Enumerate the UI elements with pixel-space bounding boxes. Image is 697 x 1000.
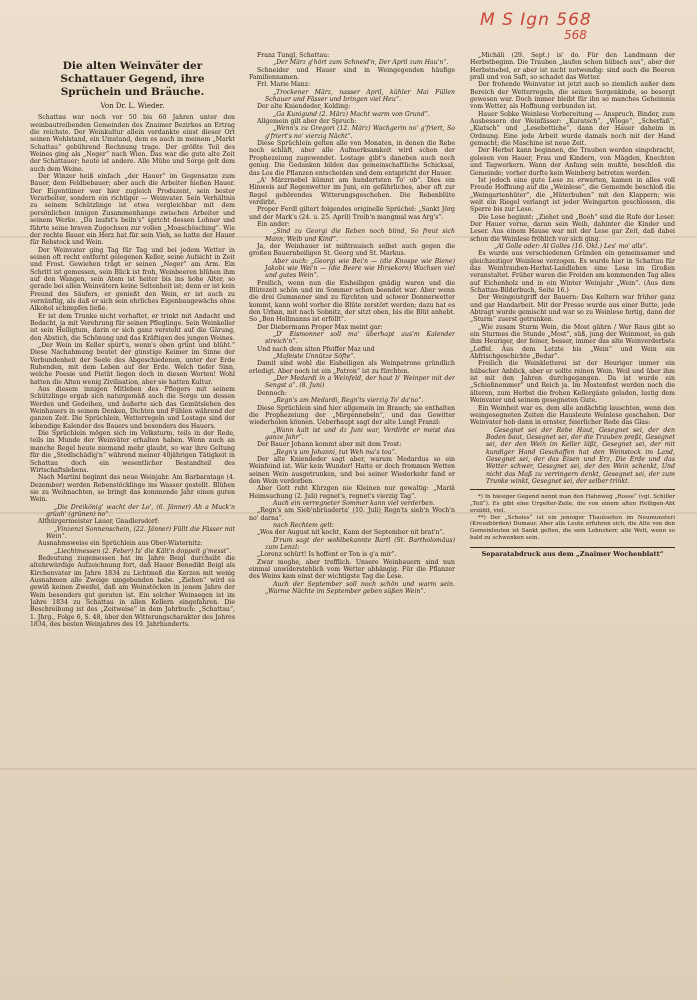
column-2-paragraph: Der Diebermann Proper Max meint gar:: [257, 323, 383, 331]
column-2: [249, 52, 455, 930]
column-2-verse: „Sind zu Georgi die Reben noch blind, So freut sich Mann, Weib und Kind“.: [265, 228, 455, 243]
column-3-paragraph: Ist jedoch eine gute Lese zu erwarten, kamen in alles voll Freude Hoffnung auf die „Weinlese“, die Gemeinde beschloß die „Weingartenhüter“, die „Hüterbuben“ mit den Klappern; wie weit ein Riegel verlangt ist jeder Weingarten geschlossen, die Sperre bis zur Lese.: [470, 176, 675, 214]
column-2-paragraph: Allgemein gilt aber der Spruch:: [257, 118, 357, 126]
column-1-paragraph: Schattau war noch vor 50 bis 60 Jahren unter den weinbautreibenden Gemeinden des Znaimer Bezirkes an Ertrag die reichste. Der Weinkultur allein verdankte einst dieser Ort seinen Wohlstand, ein Umstand, dem es auch in meinem „Markt Schattau“ gebührend Rechnung trage. Der größte Teil des Weines ging als „Neger“ nach Wien. Das war die gute alte Zeit der Schattauer; heute ist andere. Alle Mühe und Sorge gelt dem auch dem Weine.: [30, 114, 235, 173]
column-2-verse: „Regn's am Medardi, Regn'ts vierzig To' da'no“.: [273, 397, 424, 405]
column-1: [30, 56, 235, 934]
footnote: *) In hiesiger Gegend nennt man den Hahnweg „Rosse“ (vgl. Schiller „Tell“). Es gibt eine Urgelter-Zeile, die von einem alten Heiligen-Abt erzählt, viel.: [470, 494, 675, 514]
column-2-paragraph: Diese Sprüchlein sind hier allgemein im Brauch; sie enthalten die Prophezeiung der „Mirgennebeln“, und das Gewitter wiederholen können. Ueberhaupt sagt der alte Lungl Franzl:: [249, 404, 455, 427]
column-1-paragraph: Althürgermeister Lauer, Gnadlersdorf:: [38, 518, 160, 526]
column-2-paragraph: „Wos der August nit kocht, Kann der September nit brat'n“.: [257, 529, 445, 537]
column-2-verse: „Wenn's zu Gregori (12. März) Wachgerin no' g'friert, So g'friert's no' vierzig Nächt“.: [265, 125, 455, 140]
column-1-paragraph: Der Weinvater ging Tag für Tag und bei jedem Wetter in seinen oft recht entfernt gelegenen Keller, seine Aufsicht in Zeit und Frost. Gewiehen trägt er seinen „Neger“ am Arm. Ein Schritt ist gemessen, sein Blick ist froh, Weinbeeren blühen ihm auf den Wangen, sein Atem ist heiter bis ins hohe Alter, so gerade bei allen Weinvätern keine Seltenheit ist; denn er ist kein Freund des Säufers, er genießt den Wein, er ist auch zu vernünftig, als daß er sich sein ehrliches Eigenbaugewächs ohne Alkohol schimpfen ließe.: [30, 246, 235, 313]
column-2-paragraph: Dennoch:: [257, 389, 287, 397]
column-3-paragraph: Der Herbst kann beginnen, die Trauben werden eingebracht, gelesen von Hauer, Frau und Kindern, von Mägden, Knechten und Tagwerkern. Wann der Anfang sein mußte, beschloß die Gemeinde; vorher durfte kein Weinberg betreten werden.: [470, 147, 675, 177]
column-2-paragraph: Damit sind wohl die Eisheiligen als Weinpatrone gründlich erledigt. Aber noch ist ein „Patron“ ist zu fürchten.: [249, 360, 455, 375]
column-3-paragraph: Hauer Sobke Weinlese Vorbereitung — Anspruch, Binder, zum Ausbessern der Weinfässer: „Kuratsch“, „Wiege“, „Scherfaß“, „Kiatsch“ und „Lesebottiche“, dann der Hauer daheim in Ordnung. Eine jede Arbeit wurde damals noch mit der Hand gemacht; die Maschine ist neue Zeit.: [470, 110, 675, 148]
column-1-verse: „Liechtmessen (2. Feber) Is' die Kält'n doppelt g'messt“.: [54, 547, 232, 555]
column-3-paragraph: Der Weingeistgriff der Bauern: Das Keltern war früher ganz und gar Handarbeit. Mit der Presse wurde aus einer Butte, jede Abtragt wurde gemischt und war so zu Weinlese fertig, dann der „Sturm“ zuerst getrunken.: [470, 294, 675, 324]
column-2-verse: D'rum sagt der wohlbekannte Bartl (St. Bartholomäus) zum Lenzl:: [265, 536, 455, 552]
column-2-paragraph: Der Bauer Johann kommt aber mit dem Trost:: [257, 441, 402, 449]
column-3-paragraph: Ein Weinheit war es, dem alle andächtig lauschten, wenn den weingesegneten Zeiten die Hausleute Weinlese geschahen. Der Weinvater hob dann in ernster, feierlicher Rede das Glas:: [470, 404, 675, 427]
column-1-paragraph: Aus diesem innigen Mitleben des Pflegers mit seinem Schützlinge ergab sich naturgemäß auch die Sorge um dessen Werden und Gedeihen, und äußerte sich das Gemütsleben des Weinhauers in seinem Denken, Dichten und Fühlen während der ganzen Zeit. Die Sprüchlein, Wetterregeln und Lostage sind der lebendige Kalender des Bauers und besonders des Hauers.: [30, 386, 235, 430]
column-2-paragraph: Franz Tungl, Schattau:: [257, 52, 330, 59]
column-2-verse: „Ga Kunigund (2. März) Macht warm von Grund“.: [273, 110, 430, 118]
column-3-paragraph: Die Lese beginnt: „Ziehet und „Boeh“ sind die Rufe der Leser. Der Hauer vorne, daran sein Weib, dahinter die Kinder und Leser. Aus einem Hause war mit der Lese gar Zeit, daß dabei schon die Weinlese fröhlich vor sich ging.: [470, 213, 675, 243]
column-3-paragraph: „Wie zusam Sturm Wein, die Most gährn / Wer Raus gibt so ein Sturmes die Stunde „Most“, süß, jung der Weinmost, es gab ihm Heuriger, der feiner, besser, immer das alte Weinverderbste „Leffel. Aus dem Letzte bis „Wein“ und Wein ein Abfrischgeschichte „Bedar“.: [470, 323, 675, 361]
column-2-paragraph: Schneider und Hauer sind in Weingegenden häufige Familiennamen.: [249, 66, 455, 82]
column-2-verse: nach Rechtem gelt:: [273, 522, 335, 529]
column-1-verse: „Vinzenzi Sonnenschein, (22. Jänner) Füllt die Fässer mit Wein“.: [46, 525, 235, 540]
column-2-verse: „Mafeiste Unnütze Söfte“.: [273, 353, 356, 361]
handwritten-shelfmark: [480, 10, 592, 42]
column-2-verse: „Regn's um Johanni, tut Weh ma's toa“.: [273, 448, 397, 456]
column-1-paragraph: Die Sprüchlein mögen sich im Volksturm, teils in der Rede, teils im Munde der Weinväter erhalten haben. Wenn auch an manche Regel heute niemand mehr glaubt, so war ihre Geltung für die „Stedlschädig'n“ während meiner 40jährigen Tätigkeit in Schattau doch ein wesentlicher Bestandteil des Wirtschaftslebens.: [30, 430, 235, 474]
column-2-paragraph: Der alte Kniendeder sagt aber, warum Medardus so ein Weinfeind ist. Wär kein Wunder! Hatte er doch frommen Wetten seinen Wein ausgetrunken, und bei seiner Wiederkehr fand er den Wein verdorben.: [249, 455, 455, 485]
column-2-paragraph: Der alte Kniendeder, Kolding:: [257, 103, 351, 111]
column-3-paragraph: Es wurde aus verschiedenen Gründen ein gemeinsamer und gleichzeitiger Weinlese verzogen. Es wurde hier in Schattau für das Weintrauben-Herbst-Landleben eine Lese im Großen veranstaltet. Früher waren die Freiden am kommenden Tag alles auf Eichenholz und in ein Winter Weinjahr „Wein“. (Aus dem Schattau-Bilderbuch, Seite 16.): [470, 250, 675, 294]
column-2-verse: „Trockener März, nasser April, kühler Mai Füllen Schauer und Fässer und bringen viel Heu“.: [265, 88, 455, 104]
column-3-blessing-verse: Gesegnet sei der Rebe Haut, Gesegnet sei, der den Boden baut, Gesegnet sei, der die Trauben preßt, Gesegnet sei, der den Wein im Keller läßt, Gesegnet sei, der mit kundiger Hand Geschaffen hat den Weinstock im Land, Gesegnet sei, der das Eisen und Erz, Die Erde und das Wetter schwer, Gesegnet sei, der den Wein schenkt, Und nicht das Maß zu verringern denkt, Gesegnet sei, der zum Trunke winkt, Gesegnet sei, der selber trinkt.: [486, 426, 675, 485]
column-2-verse: Auch der September soll noch schön und warm sein. „Warme Nächte im September geben süßen Wein“.: [265, 580, 455, 596]
column-1-paragraph: Bedeutung zugemessen hat im Jahre Beigl durchsibt die altehrwürdige Aufzeichnung fort, daß Hauer Benedikt Beigl als Kirchenvater im Jahre 1834 zu Lichtmeß die Kerzen mit wenig Ausnahmen alle Zweige umgebunden habe. „Ziehen“ wird es gewiß keinen Zweifel, daß am Weinstöcken in jenem Jahre der Wein besonders gut geraten ist. Ein solcher Weinsegen ist im Jahre 1834 zu Schattau in allen Kellern eingefahren. Die Beschreibung ist des „Zeitweise“ in dem Jahrbuch: „Schattau“, 1. Jhrg., Folge 6, S. 48, über den Witterungscharakter des Jahres 1834, des besten Weinjahres des 19. Jahrhunderts.: [30, 554, 235, 629]
column-2-paragraph: „Regn's am Sieb'nbrüaderta' (10. Juli) Regn'ts sieb'n Woch'n no' darna“.: [249, 507, 455, 522]
article-author: Von Dr. L. Wieder.: [100, 102, 165, 110]
column-2-verse: Auch ein verregneter Sommer kann viel verderben.: [273, 499, 435, 507]
column-3-paragraph: „Michäli (29. Sept.) is' do. Für den Landmann der Herbstbeginn. Die Trauben „laufen schon hübsch aus“, aber der Herbstnebel, er aber ist nicht notwendig: sind auch die Beeren prall und von Saft, so schadet das Wetter.: [470, 52, 675, 82]
column-3-paragraph: Freilich die Weinkletterei ist der Heuriger immer ein hübscher Anblick, aber er sollte reinen Wein. Weil und über ihm ist mit den Jahren durchgegangen. Da ist wurde ein „Schießnemmer“ und Reich ja. Im Mostenfest werden noch die älteren, zum Herbst die frohen Kellergäste geladen, lustig dem Weinvater und seinem gesegneten Gute.: [470, 360, 675, 405]
column-3-verse: „Al Golle oder: Al Golles (16. Okt.) Les' mo' alls“.: [494, 242, 648, 250]
column-2-paragraph: Ein ander:: [257, 220, 290, 228]
column-2-paragraph: Diese Sprüchlein gelten alle von Monaten, in denen die Rebe noch schläft, aber alle Aufmerksamkeit wird schon der Prophezeiung zugewendet. Lostage gibt's daneben auch noch genug. Die Gedanken bilden das gemeinschaftliche Schicksal, das Los die Pflanzen entscheiden und dem entspricht der Hauer.: [249, 140, 455, 177]
column-3-paragraph: Der frohende Weinvater ist jetzt auch so ziemlich außer dem Bereich der Wetterregeln, die seinen Sorgenkinde, so besorgt gewesen war. Doch immer bleibt für ihn so manches Geheimnis vom Wetter, als Hoffnung verbunden ist.: [470, 81, 675, 111]
column-2-paragraph: Aber Gott ruht Kürzgen nie Kleinen nur gewaltig: „Mariä Heimsuchung (2. Juli) regnet's, regnet's vierzig Tag“.: [249, 485, 455, 500]
shelfmark-line-2: 568: [564, 28, 587, 42]
column-2-verse: Aber auch: „Georgi wie Bei'n — (die Knospe wie Biene) Jakobi wie Wei'n — (die Beere wie Hirsekorn) Wachsen viel und gutes Wein“.: [265, 257, 455, 280]
column-2-verse: „Der Medardi in a Weinfeld, der haut b' Weinper mit der Sengst a“. (8. Juni): [265, 375, 455, 390]
column-2-paragraph: Und nach dem alten Pfeiffer Maz und: [257, 345, 375, 353]
column-2-paragraph: „A' Märzrnebel kümmt am hundertsten To' ob“. Dies ein Hinweis auf Regenwetter im Juni, ein gefährliches, aber oft zur Regel gehörendes Witterungsgeschehen. Die Rebenblüte verdirbt.: [249, 176, 455, 206]
column-1-paragraph: Der Winzer heiß einfach „der Hauer“ im Gegensatze zum Bauer, dem Feldbebauer; aber auch die Arbeiter hießen Hauer. Der Eigentümer war hier zugleich Produzent, sein bester Verarbeiter, sondern ein richtiger — Weinvater. Sein Verhältnis zu seinem Schützlinge ist etwa vergleichbar mit dem persönlichen innigen Zusammenhange zwischen Arbeiter und seinem Werke. „Da laufst's beiln's“ spricht dessen Lohner und führte seine braven Zugochsen zur vollen „Moaschösching“. Wie der rechte Bauer ein Herz hat für sein Vieh, so hatte der Hauer für Rebstock und Wein.: [30, 173, 235, 247]
column-1-paragraph: Er ist dem Trunke nicht verhaftet, er trinkt mit Andacht und Bedacht, ja mit Verehrung für seinen Pfleglinge. Sein Weinkeller ist sein Heiligtum, darin er sich ganz versteht auf die Gärung, den Abstich, die Schönung und das Kräftigen des jungen Weines.: [30, 312, 235, 342]
column-2-paragraph: Frl. Marie Manz:: [257, 81, 311, 89]
column-2-verse: „Der März g'hört zum Schneid'n, Der April zum Hau'n“.: [273, 59, 449, 67]
column-1-paragraph: Ausnahmsweise ein Sprüchlein aus Ober-Wisternitz:: [38, 540, 203, 548]
column-3: [470, 52, 675, 937]
column-2-verse: „D' Eismonner soll ma' überhapt aus'm Kalender streich'n“.: [265, 331, 455, 346]
column-2-verse: „Wann kalt ist und dz Juni war, Verdirbt er meist das ganze Jahr“.: [265, 426, 455, 441]
shelfmark-line-1: M S Ign 568: [480, 10, 592, 30]
column-2-paragraph: „Lorenz schürt! Is hoffent er Ton is g'a mir“.: [257, 551, 397, 559]
column-2-paragraph: Proper Ferdl giltert folgendes originelle Sprüchel: „Sankt Jörg und der Mark's (24. u. 25. April) Treib'n mangmal was Arg's“.: [249, 206, 455, 221]
footnote: **) Der „Scholes“ ist ein jenniger Thaulseiten im Neumunsteri (Kreuzbörden) Dumaur. Aber alle Leute erfuhren sich, die Alte von den Gemeinleuten ist Sankt gelten, die sein Lehnsherr, alle Welt, wenn so bald zu schwenken sein.: [470, 514, 675, 542]
column-1-verse: „Die Dreikönig' wacht der Lo', (6. Jänner) Ah a Muck'n grüah' (grünen) no“.: [46, 503, 235, 518]
column-2-paragraph: Freilich, wenn nun die Eisheiligen gnädig waren und die Blütezeit schön und im Sommer schon beendet war. Aber wenn die drei Gummener sind zu fürchten und schwer Donnerwetter kommt, kann wohl vorher die Blüte zerstört werden; dazu hat es den Urban, mit nach Sobnitz, der sitzt oben, bis die Blüt anhebt. So „Bon Hollmanns ist erföllt“.: [249, 279, 455, 324]
separate-print-note: Separatabdruck aus dem „Znaimer Wochenblatt“: [470, 547, 675, 558]
column-2-paragraph: Zwar moghe, aber trefflich. Unsere Weinbauern sind nun einmal unwiderstehlich vom Wetter abhängig. Für die Pflanzer des Weins kam einst der wichtigste Tag die Lese.: [249, 558, 455, 581]
article-title: Die alten Weinväter der Schattauer Gegend, ihre Sprüchein und Bräuche.: [60, 60, 205, 98]
column-1-paragraph: Nach Martini beginnt das neue Weinjahr. Am Barbaratage (4. Dezember) werden Rebenstöcklinge ins Wasser gestellt. Blühen sie zu Weihnachten, so bringt das kommende Jahr einen guten Wein.: [30, 474, 235, 504]
column-2-paragraph: Ja, der Weinhauer ist mißtrauisch selbst auch gegen die großen Bauernheiligen St. Georg und St. Markus.: [249, 242, 455, 258]
column-1-paragraph: „Der Wein im Keller spürt's, wenn's oben grünt und blüht.“ Diese Nachahmung beutet der günstige Keimer im Sinne der Verbundenheit der Seele des Abgeschiedenen, unter der Erde Ruhenden, mit dem Leben auf der Erde. Welch tiefer Sinn, welche Poesie und Pietät liegen doch in diesen Worten! Wohl hatten die Alten wenig Zivilisation, aber sie hatten Kultur.: [30, 342, 235, 386]
footnote-divider: [470, 489, 675, 490]
